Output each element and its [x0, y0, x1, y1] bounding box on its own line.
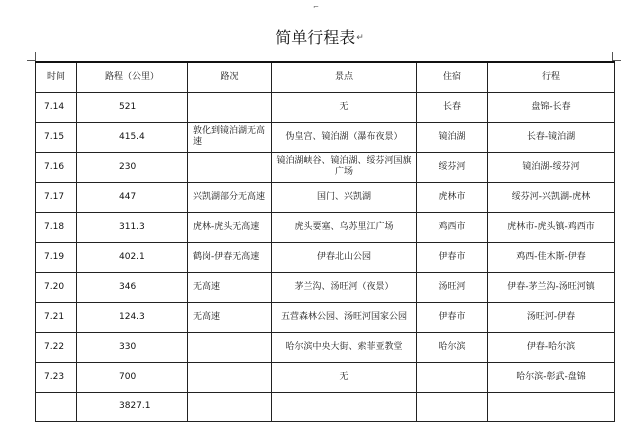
header-distance: 路程（公里） — [77, 62, 188, 92]
paragraph-mark: ↵ — [356, 33, 364, 43]
total-time — [36, 392, 77, 421]
cell-route: 鸡西-佳木斯-伊春 — [488, 242, 615, 272]
header-sights: 景点 — [272, 62, 417, 92]
table-row — [36, 302, 615, 332]
header-lodging: 住宿 — [417, 62, 488, 92]
table-header-row — [36, 62, 615, 92]
cell-time: 7.20 — [36, 272, 77, 302]
cell-road: 无高速 — [188, 302, 272, 332]
cell-route: 绥芬河-兴凯湖-虎林 — [488, 182, 615, 212]
cell-sights: 五营森林公园、汤旺河国家公园 — [272, 302, 417, 332]
document-title-block — [0, 27, 639, 49]
page-mark: ⌐ — [313, 3, 319, 11]
table-row — [36, 242, 615, 272]
cell-distance: 521 — [77, 92, 188, 122]
header-route: 行程 — [488, 62, 615, 92]
cell-route: 盘锦-长春 — [488, 92, 615, 122]
cell-lodging: 虎林市 — [417, 182, 488, 212]
cell-time: 7.22 — [36, 332, 77, 362]
table-row — [36, 92, 615, 122]
cell-route: 哈尔滨-彰武-盘锦 — [488, 362, 615, 392]
cell-road: 鹤岗-伊春无高速 — [188, 242, 272, 272]
cell-sights: 伊春北山公园 — [272, 242, 417, 272]
header-road: 路况 — [188, 62, 272, 92]
table-row — [36, 122, 615, 152]
cell-sights: 伪皇宫、镜泊湖（瀑布夜景） — [272, 122, 417, 152]
cell-sights: 茅兰沟、汤旺河（夜景） — [272, 272, 417, 302]
cell-distance: 330 — [77, 332, 188, 362]
cell-sights: 虎头要塞、乌苏里江广场 — [272, 212, 417, 242]
corner-mark-right — [612, 52, 621, 61]
total-lodging — [417, 392, 488, 421]
cell-lodging: 绥芬河 — [417, 152, 488, 182]
cell-route: 长春-镜泊湖 — [488, 122, 615, 152]
cell-sights: 镜泊湖峡谷、镜泊湖、绥芬河国旗广场 — [272, 152, 417, 182]
total-sights — [272, 392, 417, 421]
cell-distance: 402.1 — [77, 242, 188, 272]
total-road — [188, 392, 272, 421]
table-row — [36, 272, 615, 302]
cell-sights: 哈尔滨中央大街、索菲亚教堂 — [272, 332, 417, 362]
cell-lodging: 哈尔滨 — [417, 332, 488, 362]
cell-road — [188, 332, 272, 362]
document-title: 简单行程表 — [275, 28, 356, 47]
cell-distance: 311.3 — [77, 212, 188, 242]
cell-distance: 346 — [77, 272, 188, 302]
header-time: 时间 — [36, 62, 77, 92]
table-row — [36, 212, 615, 242]
itinerary-table — [35, 61, 615, 422]
cell-distance: 415.4 — [77, 122, 188, 152]
cell-route: 伊春-哈尔滨 — [488, 332, 615, 362]
cell-road: 兴凯湖部分无高速 — [188, 182, 272, 212]
cell-route: 虎林市-虎头镇-鸡西市 — [488, 212, 615, 242]
cell-distance: 447 — [77, 182, 188, 212]
cell-time: 7.18 — [36, 212, 77, 242]
cell-sights: 国门、兴凯湖 — [272, 182, 417, 212]
total-route — [488, 392, 615, 421]
table-row — [36, 152, 615, 182]
cell-road: 虎林-虎头无高速 — [188, 212, 272, 242]
cell-time: 7.23 — [36, 362, 77, 392]
cell-road: 无高速 — [188, 272, 272, 302]
cell-route: 汤旺河-伊春 — [488, 302, 615, 332]
cell-time: 7.21 — [36, 302, 77, 332]
cell-lodging: 长春 — [417, 92, 488, 122]
corner-mark-left — [27, 52, 36, 61]
cell-road — [188, 362, 272, 392]
cell-time: 7.16 — [36, 152, 77, 182]
cell-distance: 230 — [77, 152, 188, 182]
cell-lodging — [417, 362, 488, 392]
cell-sights: 无 — [272, 362, 417, 392]
cell-lodging: 汤旺河 — [417, 272, 488, 302]
cell-time: 7.17 — [36, 182, 77, 212]
cell-route: 伊春-茅兰沟-汤旺河镇 — [488, 272, 615, 302]
table-total-row — [36, 392, 615, 421]
cell-distance: 124.3 — [77, 302, 188, 332]
cell-road — [188, 92, 272, 122]
table-row — [36, 182, 615, 212]
cell-road: 敦化到镜泊湖无高速 — [188, 122, 272, 152]
cell-time: 7.14 — [36, 92, 77, 122]
cell-distance: 700 — [77, 362, 188, 392]
cell-lodging: 镜泊湖 — [417, 122, 488, 152]
total-distance: 3827.1 — [77, 392, 188, 421]
cell-road — [188, 152, 272, 182]
cell-lodging: 伊春市 — [417, 302, 488, 332]
cell-lodging: 伊春市 — [417, 242, 488, 272]
table-row — [36, 332, 615, 362]
table-row — [36, 362, 615, 392]
cell-sights: 无 — [272, 92, 417, 122]
cell-route: 镜泊湖-绥芬河 — [488, 152, 615, 182]
cell-lodging: 鸡西市 — [417, 212, 488, 242]
cell-time: 7.19 — [36, 242, 77, 272]
cell-time: 7.15 — [36, 122, 77, 152]
